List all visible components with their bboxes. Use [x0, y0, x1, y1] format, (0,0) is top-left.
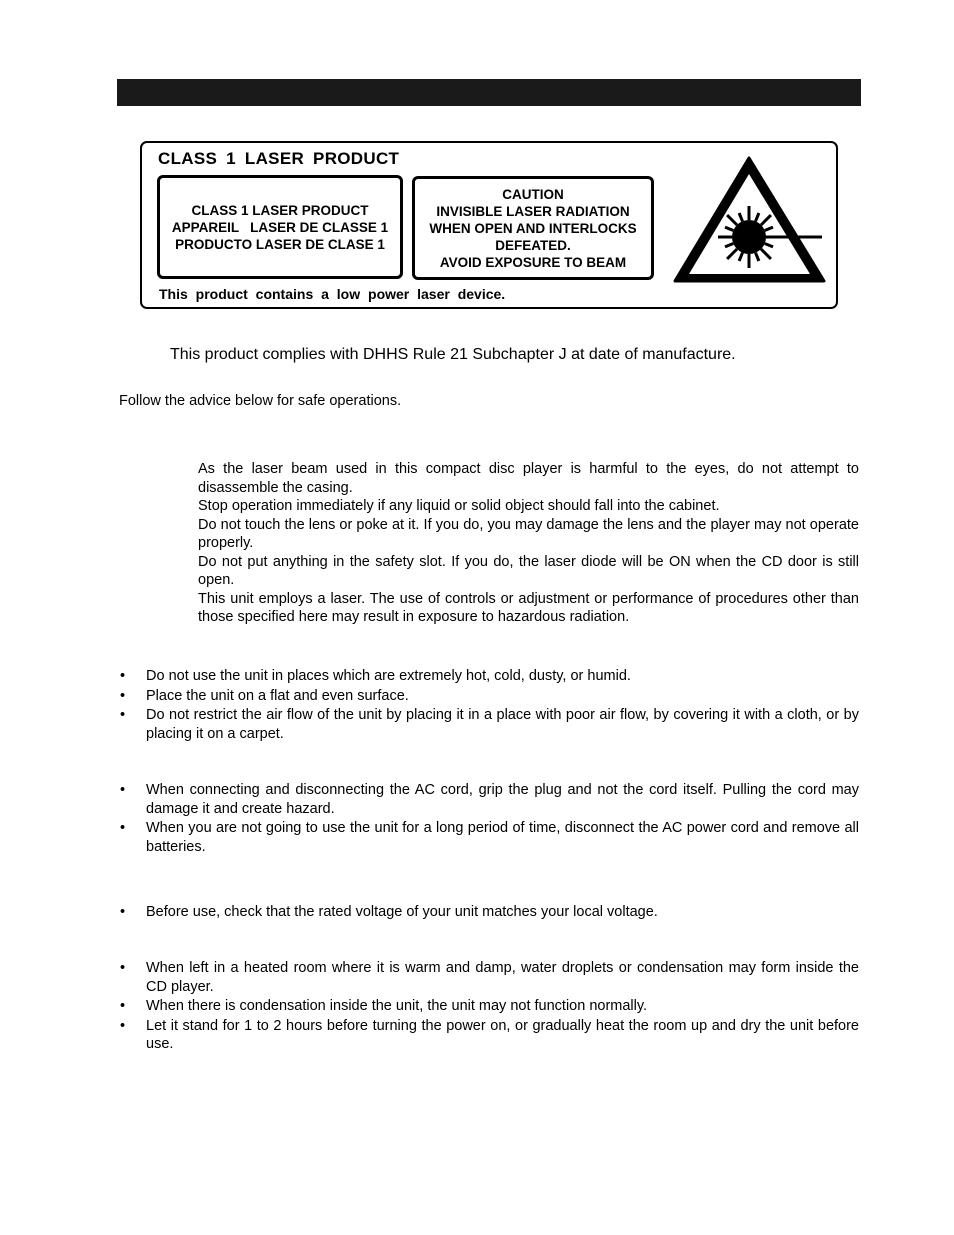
- laser-warning-item: Do not put anything in the safety slot. If you do, the laser diode will be ON when the CD door is still open.: [198, 553, 859, 588]
- bullet-icon: •: [120, 1017, 126, 1034]
- bullet-icon: •: [120, 668, 126, 684]
- bullet-icon: •: [120, 820, 126, 836]
- list-item: • Do not restrict the air flow of the unit by placing it in a place with poor air flow, by covering it with a cloth, or by placing it on a carpet.: [120, 707, 859, 742]
- safety-intro: Follow the advice below for safe operations.: [119, 393, 402, 409]
- condensation-list: [117, 959, 859, 1055]
- laser-warning-item: Do not touch the lens or poke at it. If you do, you may damage the lens and the player may not operate properly.: [198, 516, 859, 551]
- compliance-statement: This product complies with DHHS Rule 21 Subchapter J at date of manufacture.: [170, 346, 736, 363]
- class-box-line: CLASS 1 LASER PRODUCT: [191, 202, 369, 218]
- laser-warnings: [198, 460, 859, 627]
- bullet-icon: •: [120, 687, 126, 704]
- label-footer: This product contains a low power laser device.: [159, 286, 506, 302]
- class-box-line: PRODUCTO LASER DE CLASE 1: [175, 236, 385, 252]
- label-heading: CLASS 1 LASER PRODUCT: [158, 149, 400, 168]
- class-box-line: APPAREIL LASER DE CLASSE 1: [171, 219, 389, 235]
- list-item: • Let it stand for 1 to 2 hours before turning the power on, or gradually heat the room up and dry the unit before use.: [120, 1017, 859, 1052]
- power-cord-list: [117, 781, 859, 857]
- laser-warning-label: [140, 141, 838, 309]
- placement-list: [117, 667, 859, 744]
- caution-box-line: CAUTION: [502, 186, 564, 202]
- section-title-bar: [117, 79, 861, 106]
- laser-warning-item: As the laser beam used in this compact disc player is harmful to the eyes, do not attempt to disassemble the casing.: [198, 461, 859, 496]
- caution-box-line: DEFEATED.: [495, 237, 571, 253]
- laser-warning-item: Stop operation immediately if any liquid or solid object should fall into the cabinet.: [198, 498, 720, 514]
- list-item: • Before use, check that the rated voltage of your unit matches your local voltage.: [120, 904, 658, 920]
- list-item: • When you are not going to use the unit for a long period of time, disconnect the AC power cord and remove all batteries.: [120, 820, 859, 855]
- list-item: • Do not use the unit in places which are extremely hot, cold, dusty, or humid.: [120, 668, 631, 684]
- bullet-icon: •: [120, 960, 126, 976]
- caution-box-line: WHEN OPEN AND INTERLOCKS: [429, 220, 637, 236]
- laser-warning-icon: [672, 155, 827, 285]
- bullet-icon: •: [120, 998, 126, 1014]
- class-1-box: [157, 175, 403, 279]
- list-item: • When connecting and disconnecting the AC cord, grip the plug and not the cord itself. Pulling the cord may damage it and create hazard.: [120, 782, 859, 817]
- list-item: • When left in a heated room where it is warm and damp, water droplets or condensation may form inside the CD player.: [120, 960, 859, 995]
- caution-box-line: AVOID EXPOSURE TO BEAM: [439, 254, 627, 270]
- bullet-icon: •: [120, 707, 126, 723]
- caution-box-line: INVISIBLE LASER RADIATION: [436, 203, 630, 219]
- bullet-icon: •: [120, 904, 126, 920]
- bullet-icon: •: [120, 782, 126, 798]
- voltage-list: [117, 903, 859, 923]
- list-item: • When there is condensation inside the unit, the unit may not function normally.: [120, 998, 648, 1014]
- caution-box: [412, 176, 654, 280]
- list-item: • Place the unit on a flat and even surface.: [120, 687, 409, 704]
- laser-warning-item: This unit employs a laser. The use of controls or adjustment or performance of procedures other than those specified here may result in exposure to hazardous radiation.: [198, 590, 859, 625]
